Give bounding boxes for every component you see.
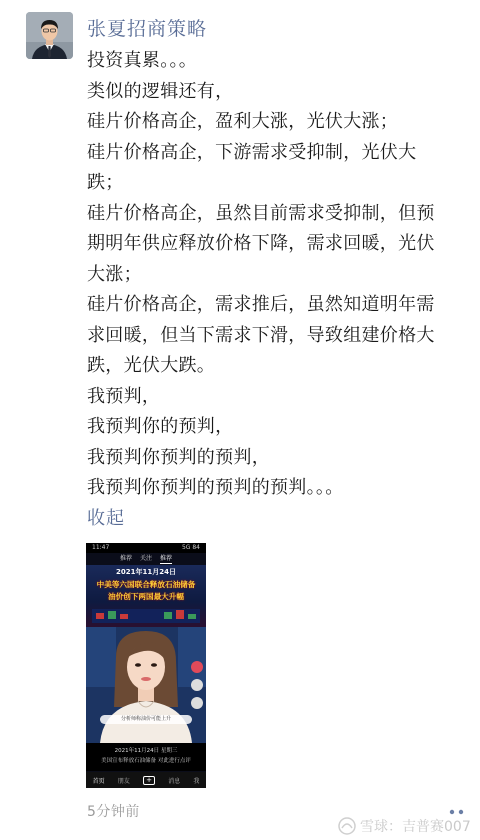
post-line: 硅片价格高企，虽然目前需求受抑制，但预 <box>87 202 435 224</box>
video-stock-board <box>92 605 200 623</box>
avatar[interactable] <box>26 12 73 59</box>
like-icon[interactable] <box>191 661 203 673</box>
video-subtitle-area <box>86 743 206 771</box>
video-subtitle: 美国宣布释放石油储备 对此进行点评 <box>101 758 191 764</box>
post-line: 我预判， <box>87 385 161 407</box>
video-news-banner <box>86 565 206 627</box>
xueqiu-logo-icon <box>338 817 356 835</box>
post-timestamp: 5分钟前 <box>87 804 140 820</box>
video-tabs <box>86 553 206 564</box>
video-status-battery: 5G 84 <box>181 544 200 551</box>
post-line: 我预判你的预判， <box>87 416 234 437</box>
post-line: 硅片价格高企，下游需求受抑制，光伏大 <box>87 141 417 163</box>
share-icon[interactable] <box>191 697 203 709</box>
post-line: 跌，光伏大跌。 <box>87 355 216 376</box>
collapse-link[interactable]: 收起 <box>87 508 125 529</box>
post-line: 期明年供应释放价格下降，需求回暖，光伏 <box>87 233 435 254</box>
post-line: 我预判你预判的预判的预判。。。 <box>87 477 344 498</box>
video-status-time: 11:47 <box>92 544 110 551</box>
video-nav-messages: 消息 <box>168 777 181 785</box>
video-bottom-nav <box>86 772 206 788</box>
video-tab: 关注 <box>139 555 152 562</box>
video-presenter <box>86 627 206 743</box>
post-line: 求回暖，但当下需求下滑，导致组建价格大 <box>87 324 435 346</box>
video-tab: 推荐 <box>119 555 132 562</box>
video-nav-me: 我 <box>193 777 200 785</box>
post-line: 跌； <box>87 172 124 193</box>
post-text <box>87 46 475 504</box>
author-name[interactable]: 张夏招商策略 <box>87 18 208 40</box>
video-nav-plus-icon: + <box>143 776 155 785</box>
video-caption: 分析师称油价可能上升 <box>100 715 192 724</box>
video-thumbnail[interactable] <box>86 543 206 788</box>
xueqiu-watermark <box>338 816 471 836</box>
post-line: 投资真累。。。 <box>87 50 198 71</box>
video-status-bar <box>86 543 206 553</box>
post-line: 大涨； <box>87 263 142 285</box>
video-headline: 油价创下两国最大升幅 <box>108 592 184 601</box>
video-tab-active: 推荐 <box>160 555 173 562</box>
video-nav-friends: 朋友 <box>117 777 130 785</box>
comment-icon[interactable] <box>191 679 203 691</box>
post-line: 我预判你预判的预判， <box>87 446 270 468</box>
watermark-text: 雪球：吉普赛007 <box>360 819 471 835</box>
post-line: 类似的逻辑还有， <box>87 80 234 102</box>
post-line: 硅片价格高企，需求推后，虽然知道明年需 <box>87 294 435 315</box>
video-nav-home: 首页 <box>92 777 105 785</box>
video-date: 2021年11月24日 <box>116 568 176 576</box>
video-headline: 中美等六国联合释放石油储备 <box>96 580 196 589</box>
video-subtitle: 2021年11月24日 星期三 <box>114 748 178 754</box>
post-line: 硅片价格高企，盈利大涨，光伏大涨； <box>87 111 399 132</box>
